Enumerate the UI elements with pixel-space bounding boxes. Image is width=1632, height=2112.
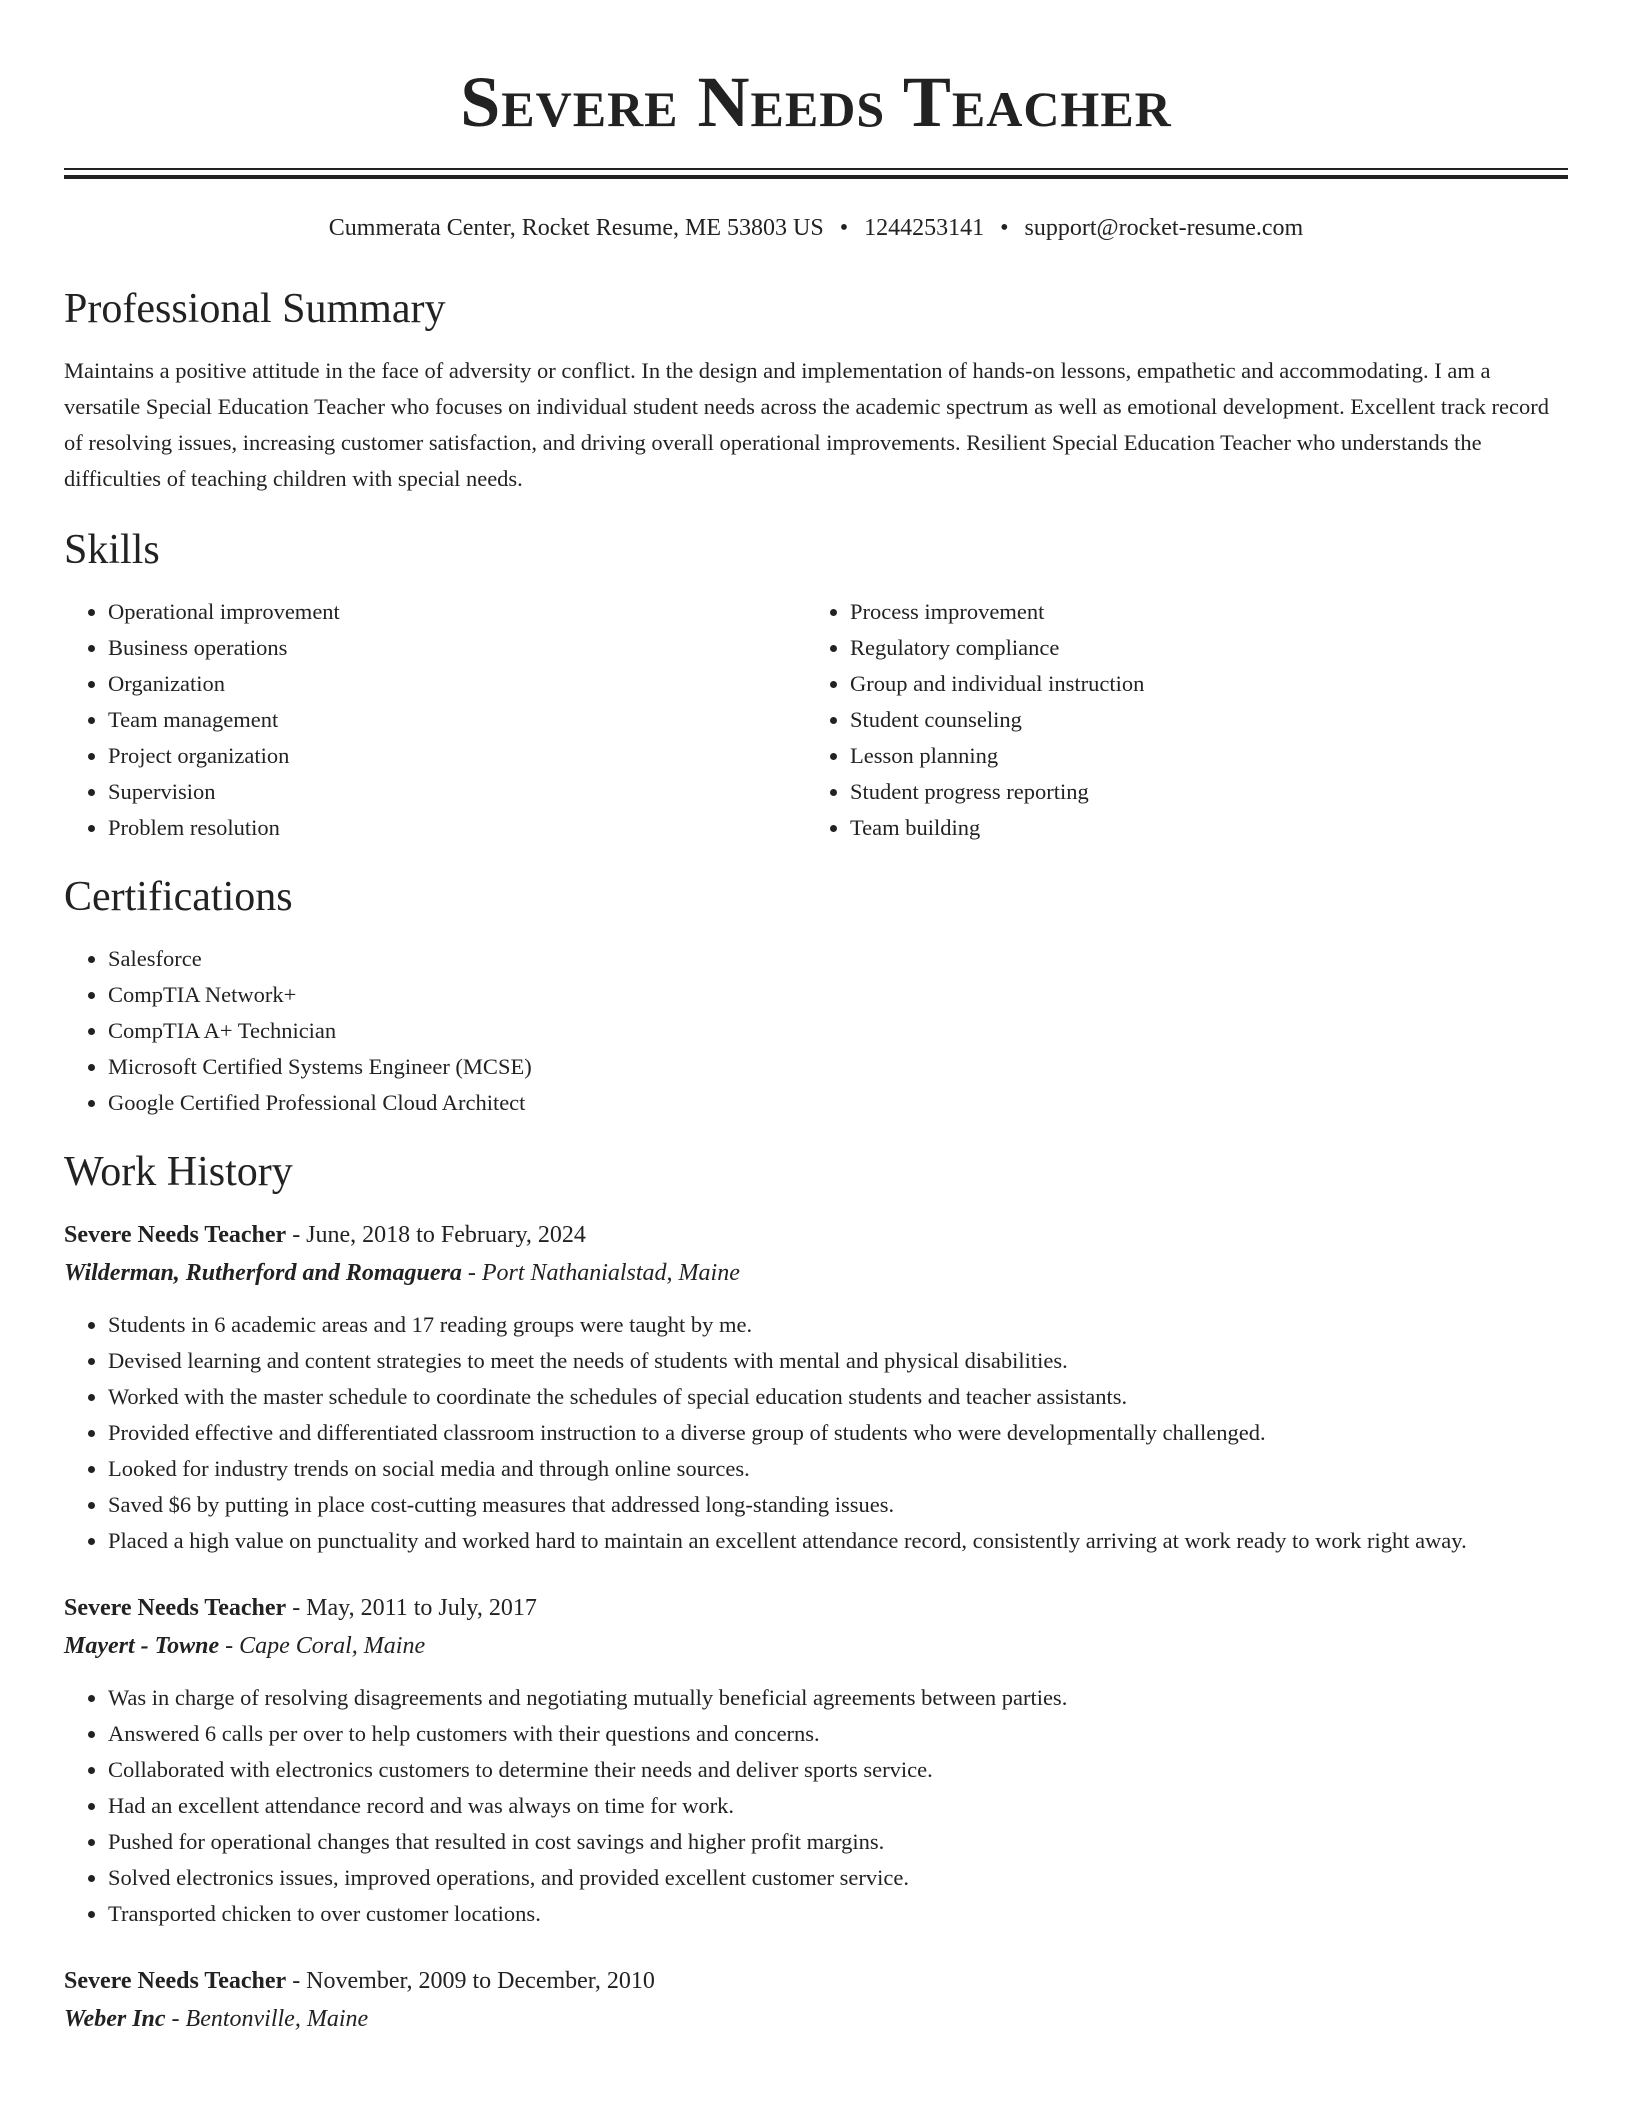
job-entry xyxy=(64,1962,1568,2038)
job-duty-item: • Placed a high value on punctuality and worked hard to maintain an excellent attendance record, consistently arriving at work ready to work right away. xyxy=(108,1523,1568,1559)
job-company: Mayert - Towne xyxy=(64,1633,220,1659)
certifications-heading: Certifications xyxy=(64,874,293,920)
contact-phone: 1244253141 xyxy=(864,215,985,241)
job-duty-item: • Was in charge of resolving disagreements and negotiating mutually beneficial agreements between parties. xyxy=(108,1680,1568,1716)
job-duty-item: • Students in 6 academic areas and 17 reading groups were taught by me. xyxy=(108,1307,1568,1343)
job-title-line xyxy=(64,1589,1568,1627)
job-duty-item: • Answered 6 calls per over to help customers with their questions and concerns. xyxy=(108,1716,1568,1752)
job-company: Weber Inc xyxy=(64,2006,166,2032)
job-dates: - May, 2011 to July, 2017 xyxy=(292,1595,537,1621)
certification-item: • CompTIA A+ Technician xyxy=(108,1013,1568,1049)
job-duties-list xyxy=(64,1680,1568,1932)
skills-list-left xyxy=(64,594,806,846)
skills-heading: Skills xyxy=(64,527,160,573)
skill-item: • Group and individual instruction xyxy=(850,666,1548,702)
job-employer-line xyxy=(64,1627,1568,1665)
skill-item: • Problem resolution xyxy=(108,810,806,846)
resume-page xyxy=(64,0,1568,2038)
skill-item: • Supervision xyxy=(108,774,806,810)
job-employer-line xyxy=(64,1254,1568,1292)
job-entry xyxy=(64,1589,1568,1932)
summary-text: Maintains a positive attitude in the face of adversity or conflict. In the design and implementation of hands-on lessons, empathetic and accommodating. I am a versatile Special Education Teacher who focuses on individual student needs across the academic spectrum as well as emotional development. Excellent track record of resolving issues, increasing customer satisfaction, and driving overall operational improvements. Resilient Special Education Teacher who understands the difficulties of teaching children with special needs. xyxy=(64,358,1549,491)
job-employer-line xyxy=(64,2000,1568,2038)
header-divider-thick xyxy=(64,175,1568,179)
certification-item: • CompTIA Network+ xyxy=(108,977,1568,1013)
job-title: Severe Needs Teacher xyxy=(64,1595,287,1621)
skill-item: • Organization xyxy=(108,666,806,702)
work-history-heading: Work History xyxy=(64,1149,293,1195)
skill-item: • Business operations xyxy=(108,630,806,666)
job-duty-item: • Provided effective and differentiated classroom instruction to a diverse group of students who were developmentally challenged. xyxy=(108,1415,1568,1451)
skills-columns xyxy=(64,594,1568,846)
skill-item: • Process improvement xyxy=(850,594,1548,630)
job-duty-item: • Collaborated with electronics customers to determine their needs and deliver sports service. xyxy=(108,1752,1568,1788)
job-title: Severe Needs Teacher xyxy=(64,1968,287,1994)
job-title: Severe Needs Teacher xyxy=(64,1222,287,1248)
job-title-line xyxy=(64,1962,1568,2000)
skills-list-right xyxy=(806,594,1548,846)
job-location: - Port Nathanialstad, Maine xyxy=(467,1260,740,1286)
job-duty-item: • Transported chicken to over customer locations. xyxy=(108,1896,1568,1932)
job-duty-item: • Looked for industry trends on social media and through online sources. xyxy=(108,1451,1568,1487)
contact-line xyxy=(64,213,1568,243)
header-divider-thin xyxy=(64,168,1568,170)
skill-item: • Student counseling xyxy=(850,702,1548,738)
summary-heading: Professional Summary xyxy=(64,286,446,332)
contact-address: Cummerata Center, Rocket Resume, ME 53803 US xyxy=(328,215,824,241)
skill-item: • Project organization xyxy=(108,738,806,774)
job-company: Wilderman, Rutherford and Romaguera xyxy=(64,1260,462,1286)
skill-item: • Lesson planning xyxy=(850,738,1548,774)
job-duty-item: • Had an excellent attendance record and was always on time for work. xyxy=(108,1788,1568,1824)
skill-item: • Student progress reporting xyxy=(850,774,1548,810)
job-duties-list xyxy=(64,1307,1568,1559)
job-duty-item: • Solved electronics issues, improved operations, and provided excellent customer service. xyxy=(108,1860,1568,1896)
contact-separator: • xyxy=(839,215,849,241)
skill-item: • Regulatory compliance xyxy=(850,630,1548,666)
certification-item: • Google Certified Professional Cloud Architect xyxy=(108,1085,1568,1121)
certifications-list xyxy=(64,941,1568,1121)
contact-separator: • xyxy=(1000,215,1009,241)
job-location: - Bentonville, Maine xyxy=(171,2006,369,2032)
skill-item: • Team building xyxy=(850,810,1548,846)
job-dates: - June, 2018 to February, 2024 xyxy=(292,1222,586,1248)
certification-item: • Microsoft Certified Systems Engineer (MCSE) xyxy=(108,1049,1568,1085)
job-duty-item: • Worked with the master schedule to coordinate the schedules of special education students and teacher assistants. xyxy=(108,1379,1568,1415)
skill-item: • Team management xyxy=(108,702,806,738)
job-entry xyxy=(64,1216,1568,1559)
job-duty-item: • Pushed for operational changes that resulted in cost savings and higher profit margins. xyxy=(108,1824,1568,1860)
job-duty-item: • Saved $6 by putting in place cost-cutting measures that addressed long-standing issues. xyxy=(108,1487,1568,1523)
contact-email: support@rocket-resume.com xyxy=(1024,215,1304,241)
job-dates: - November, 2009 to December, 2010 xyxy=(292,1968,655,1994)
job-duty-item: • Devised learning and content strategies to meet the needs of students with mental and physical disabilities. xyxy=(108,1343,1568,1379)
certification-item: • Salesforce xyxy=(108,941,1568,977)
job-title-line xyxy=(64,1216,1568,1254)
job-location: - Cape Coral, Maine xyxy=(225,1633,426,1659)
skill-item: • Operational improvement xyxy=(108,594,806,630)
candidate-name: Severe Needs Teacher xyxy=(460,62,1172,142)
